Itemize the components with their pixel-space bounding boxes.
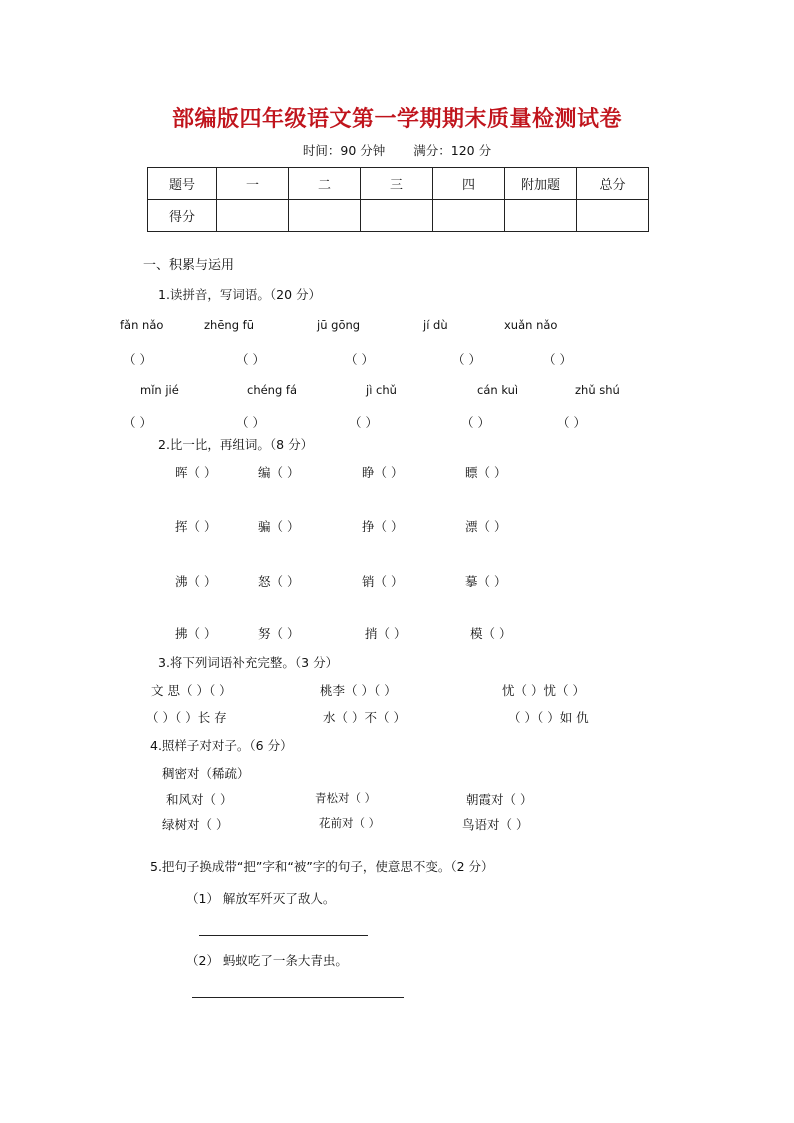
couplet-example: 稠密对（稀疏） [162, 766, 250, 781]
answer-blank[interactable]: （ ） [543, 352, 572, 367]
idiom-item[interactable]: 文 思（ ）（ ） [151, 683, 232, 698]
couplet-item[interactable]: 和风对（ ） [166, 792, 233, 807]
char-compare-item[interactable]: 捎（ ） [365, 626, 407, 641]
answer-blank[interactable]: （ ） [349, 415, 378, 430]
score-cell[interactable] [433, 200, 505, 232]
exam-title: 部编版四年级语文第一学期期末质量检测试卷 [171, 106, 622, 132]
pinyin: jū gōng [317, 318, 361, 332]
answer-blank[interactable]: （ ） [123, 352, 152, 367]
char-compare-item[interactable]: 睁（ ） [362, 465, 404, 480]
pinyin: jí dù [423, 318, 448, 332]
answer-blank[interactable]: （ ） [236, 352, 265, 367]
couplet-item[interactable]: 绿树对（ ） [162, 817, 229, 832]
char-compare-item[interactable]: 挣（ ） [362, 519, 404, 534]
couplet-item[interactable]: 朝霞对（ ） [466, 792, 533, 807]
idiom-item[interactable]: 桃李（ ）（ ） [320, 683, 397, 698]
score-header-cell: 一 [217, 168, 289, 200]
exam-full-score: 满分：120 分 [413, 143, 492, 158]
answer-blank[interactable]: （ ） [123, 415, 152, 430]
score-header-cell: 附加题 [505, 168, 577, 200]
char-compare-item[interactable]: 模（ ） [470, 626, 512, 641]
couplet-item[interactable]: 鸟语对（ ） [462, 817, 529, 832]
couplet-item[interactable]: 青松对（ ） [315, 791, 377, 805]
question-4-prompt: 4.照样子对对子。（6 分） [150, 738, 293, 753]
score-header-cell: 二 [289, 168, 361, 200]
score-header-cell: 总分 [577, 168, 649, 200]
score-row-label: 得分 [148, 200, 217, 232]
pinyin: zhēng fū [204, 318, 254, 332]
score-table-score-row [148, 200, 649, 232]
score-cell[interactable] [217, 200, 289, 232]
score-cell[interactable] [361, 200, 433, 232]
pinyin: zhǔ shú [575, 383, 620, 397]
char-compare-item[interactable]: 漂（ ） [465, 519, 507, 534]
idiom-item[interactable]: 水（ ）不（ ） [323, 710, 406, 725]
answer-blank[interactable]: （ ） [557, 415, 586, 430]
idiom-item[interactable]: （ ）（ ）如 仇 [508, 710, 589, 725]
pinyin: chéng fá [247, 383, 298, 397]
pinyin: fǎn nǎo [120, 318, 164, 332]
char-compare-item[interactable]: 晖（ ） [175, 465, 217, 480]
char-compare-item[interactable]: 拂（ ） [175, 626, 217, 641]
char-compare-item[interactable]: 骗（ ） [258, 519, 300, 534]
char-compare-item[interactable]: 怒（ ） [258, 574, 300, 589]
couplet-item[interactable]: 花前对（ ） [319, 816, 381, 830]
pinyin: mǐn jié [140, 383, 179, 397]
score-table-header-row [148, 168, 649, 200]
score-cell[interactable] [505, 200, 577, 232]
score-table [147, 167, 649, 232]
question-5-prompt: 5.把句子换成带“把”字和“被”字的句子，使意思不变。（2 分） [150, 859, 494, 874]
char-compare-item[interactable]: 瞟（ ） [465, 465, 507, 480]
idiom-item[interactable]: （ ）（ ）长 存 [146, 710, 227, 725]
char-compare-item[interactable]: 沸（ ） [175, 574, 217, 589]
score-header-cell: 四 [433, 168, 505, 200]
question-3-prompt: 3.将下列词语补充完整。（3 分） [158, 655, 339, 670]
score-cell[interactable] [289, 200, 361, 232]
answer-blank[interactable]: （ ） [345, 352, 374, 367]
answer-line[interactable] [199, 935, 368, 936]
char-compare-item[interactable]: 挥（ ） [175, 519, 217, 534]
idiom-item[interactable]: 忧（ ）忧（ ） [502, 683, 585, 698]
answer-line[interactable] [192, 997, 404, 998]
answer-blank[interactable]: （ ） [461, 415, 490, 430]
score-header-cell: 三 [361, 168, 433, 200]
question-1-prompt: 1.读拼音，写词语。（20 分） [158, 287, 322, 302]
char-compare-item[interactable]: 努（ ） [258, 626, 300, 641]
pinyin: xuǎn nǎo [504, 318, 558, 332]
pinyin: jì chǔ [366, 383, 397, 397]
char-compare-item[interactable]: 编（ ） [258, 465, 300, 480]
sentence-item: （2） 蚂蚁吃了一条大青虫。 [186, 953, 348, 968]
char-compare-item[interactable]: 摹（ ） [465, 574, 507, 589]
question-2-prompt: 2.比一比，再组词。（8 分） [158, 437, 314, 452]
section-heading: 一、积累与运用 [143, 258, 235, 273]
exam-time: 时间：90 分钟 [302, 143, 386, 158]
pinyin: cán kuì [477, 383, 519, 397]
score-cell[interactable] [577, 200, 649, 232]
sentence-item: （1） 解放军歼灭了敌人。 [186, 891, 336, 906]
score-header-cell: 题号 [148, 168, 217, 200]
exam-meta [0, 141, 794, 159]
char-compare-item[interactable]: 销（ ） [362, 574, 404, 589]
answer-blank[interactable]: （ ） [452, 352, 481, 367]
answer-blank[interactable]: （ ） [236, 415, 265, 430]
